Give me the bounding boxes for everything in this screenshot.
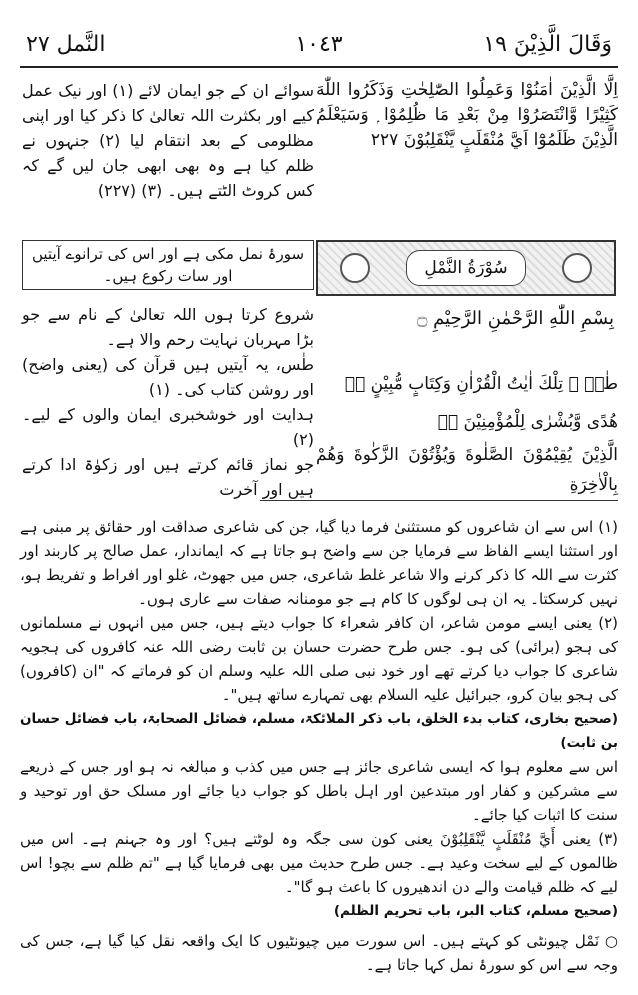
surah-banner xyxy=(316,240,616,296)
footnote-divider xyxy=(260,500,618,501)
footnotes xyxy=(20,515,618,977)
arabic-ayah-1: طٰسۗ ۣ تِلْكَ اٰيٰتُ الْقُرْاٰنِ وَكِتَابٍ مُّبِيْنٍ ١ۙ xyxy=(344,374,618,394)
urdu-column-bottom xyxy=(22,302,314,502)
arabic-column-bottom xyxy=(316,364,618,500)
footnote-bullet: ○ نَمْل چیونٹی کو کہتے ہیں۔ اس سورت میں چیونٹیوں کا ایک واقعہ نقل کیا گیا ہے، جس کی وجہ سے اس کو سورۂ نمل کہا جاتا ہے۔ xyxy=(20,932,618,974)
urdu-bismillah: شروع کرتا ہوں اللہ تعالیٰ کے نام سے جو بڑا مہربان نہایت رحم والا ہے۔ xyxy=(22,305,314,349)
page-header xyxy=(22,30,616,64)
juz-title: وَقَالَ الَّذِيْنَ ١٩ xyxy=(483,32,612,57)
rosette-icon xyxy=(562,253,592,283)
urdu-column-top xyxy=(22,78,314,203)
urdu-ayah-2: ہدایت اور خوشخبری ایمان والوں کے لیے۔ (۲) xyxy=(22,405,314,449)
urdu-ayah-3: جو نماز قائم کرتے ہیں اور زکوٰۃ ادا کرتے ہیں اور آخرت xyxy=(22,455,314,499)
bismillah-arabic xyxy=(316,306,614,331)
arabic-ayah-2: هُدًى وَّبُشْرٰى لِلْمُؤْمِنِيْنَ ٢ۙ xyxy=(437,412,618,432)
rosette-icon xyxy=(340,253,370,283)
header-divider xyxy=(20,66,618,68)
arabic-ayah-227: اِلَّا الَّذِيْنَ اٰمَنُوْا وَعَمِلُوا الصّٰلِحٰتِ وَذَكَرُوا اللّٰهَ كَثِيْرًا وَّانْتَصَرُوْا مِنْ بَعْدِ مَا ظُلِمُوْا ۭ وَسَيَعْلَمُ الَّذِيْنَ ظَلَمُوْٓا اَيَّ مُنْقَلَبٍ يَّنْقَلِبُوْنَ ٢٢٧ xyxy=(316,80,618,150)
surah-title: النَّمل ٢٧ xyxy=(26,32,106,57)
footnote-1: (۱) اس سے ان شاعروں کو مستثنیٰ فرما دیا گیا، جن کی شاعری صداقت اور حقائق پر مبنی ہے اور استثنا ایسے الفاظ سے فرمایا جن سے واضح ہو جاتا ہے کہ ایماندار، عمل صالح پر کاربند اور کثرت سے اللہ کا ذکر کرنے والا شاعر غلط شاعری، جس میں جھوٹ، غلو اور افراط و تفریط ہو، نہیں کرسکتا۔ یہ ان ہی لوگوں کا کام ہے جو مومنانہ صفات سے عاری ہوں۔ xyxy=(20,518,618,608)
footnote-3: (۳) یعنی أَيَّ مُنْقَلَبٍ يَّنْقَلِبُوْنَ یعنی کون سی جگہ وہ لوٹتے ہیں؟ اور وہ جہنم ہے۔ اس میں ظالموں کے لیے سخت وعید ہے۔ جس طرح حدیث میں بھی فرمایا گیا ہے "تم ظلم سے بچو! اس لیے کہ ظلم قیامت والے دن اندھیروں کا باعث ہو گا"۔ xyxy=(20,830,618,896)
footnote-2: (۲) یعنی ایسے مومن شاعر، ان کافر شعراء کا جواب دیتے ہیں، جس میں انہوں نے مسلمانوں کی ہجو (برائی) کی ہو۔ جس طرح حضرت حسان بن ثابت رضی اللہ عنہ کافروں کی ہجویہ شاعری کا جواب دیا کرتے تھے اور خود نبی صلی اللہ علیہ وسلم ان کو فرماتے کہ "ان (کافروں) کی ہجو بیان کرو، جبرائیل علیہ السلام بھی تمہارے ساتھ ہیں"۔ xyxy=(20,614,618,704)
footnote-2-tail: اس سے معلوم ہوا کہ ایسی شاعری جائز ہے جس میں کذب و مبالغہ نہ ہو اور جس کے ذریعے سے مشرکین و کفار اور مبتدعین اور اہل باطل کو جواب دیا جائے اور مسلک حق اور توحید و سنت کا اثبات کیا جائے۔ xyxy=(20,758,618,824)
footnote-3-reference: (صحیح مسلم، کتاب البر، باب تحریم الظلم) xyxy=(333,903,618,919)
arabic-ayah-3: الَّذِيْنَ يُقِيْمُوْنَ الصَّلٰوةَ وَيُؤْتُوْنَ الزَّكٰوةَ وَهُمْ بِالْاٰخِرَةِ xyxy=(316,445,618,495)
bismillah-text: بِسْمِ اللّٰهِ الرَّحْمٰنِ الرَّحِيْمِ ۝ xyxy=(416,308,614,329)
page-number: ١٠٤٣ xyxy=(295,32,343,57)
surah-name-cartouche: سُوْرَةُ النَّمْلِ xyxy=(406,250,526,286)
arabic-column-top xyxy=(316,78,618,153)
urdu-ayah-1: طٰس، یہ آیتیں ہیں قرآن کی (یعنی واضح) اور روشن کتاب کی۔ (۱) xyxy=(22,355,314,399)
urdu-translation-227: سوائے ان کے جو ایمان لائے (۱) اور نیک عمل کیے اور بکثرت اللہ تعالیٰ کا ذکر کیا اور اپنی مظلومی کے بعد انتقام لیا (۲) جنہوں نے ظلم کیا ہے وہ بھی ابھی جان لیں گے کہ کس کروٹ الٹتے ہیں۔ (۳) (۲۲۷) xyxy=(22,81,314,200)
surah-info-box: سورۂ نمل مکی ہے اور اس کی ترانوے آیتیں اور سات رکوع ہیں۔ xyxy=(22,240,314,290)
footnote-2-reference: (صحیح بخاری، کتاب بدء الخلق، باب ذکر الملائکۃ، مسلم، فضائل الصحابۃ، باب فضائل حسان بن ثابت) xyxy=(20,711,618,751)
